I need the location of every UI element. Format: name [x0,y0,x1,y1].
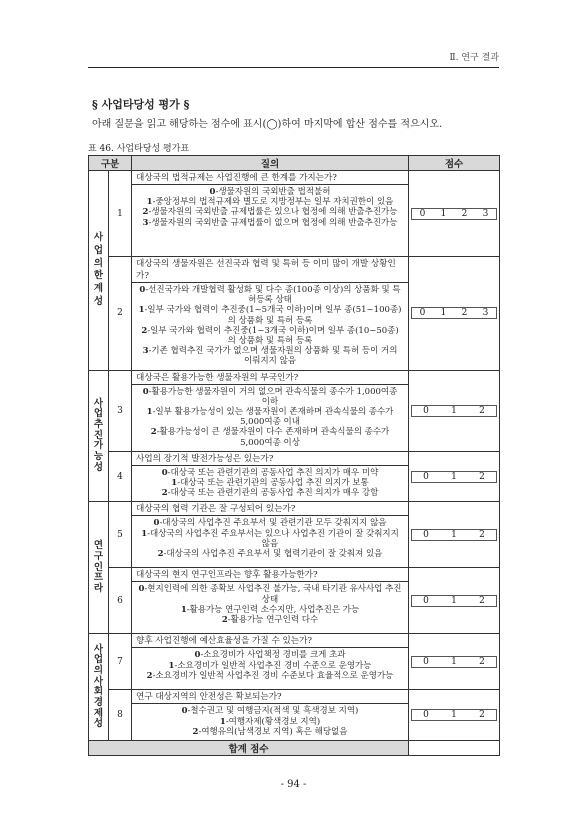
section-title: § 사업타당성 평가 § [92,98,190,111]
table-body [89,171,500,756]
category-char: 제 [93,707,104,719]
option-text: -여행유의(남색경보 지역) 혹은 해당없음 [198,726,348,737]
category-char: 사 [93,397,104,409]
option-item [138,661,402,671]
option-score: 3 [142,346,149,357]
option-score: 3 [142,217,149,228]
score-option-0[interactable]: 0 [423,656,429,667]
question-cell [132,502,409,568]
option-item [138,671,402,681]
question-text: 향후 사업진행에 예산효율성을 가질 수 있는가? [132,634,408,648]
option-score: 1 [141,528,148,539]
option-item [138,407,402,427]
question-cell [132,257,409,371]
option-item [138,727,402,737]
score-options [411,595,497,607]
item-number: 8 [109,690,132,741]
score-option-2[interactable]: 2 [479,595,485,606]
option-score: 2 [142,207,149,218]
option-item [138,717,402,727]
score-option-1[interactable]: 1 [451,529,457,540]
option-list [132,704,408,740]
option-item [138,605,402,615]
total-score-label: 합계 점수 [89,741,409,756]
option-item [138,518,402,528]
option-score: 0 [209,187,216,197]
option-score: 2 [150,427,157,438]
score-option-1[interactable]: 1 [451,656,457,667]
score-option-2[interactable]: 2 [461,208,468,219]
evaluation-table [88,155,500,756]
category-char: 계 [93,283,104,295]
option-item [138,615,402,625]
option-text: -대상국 또는 관련기관의 공동사업 추진 의지가 보통 [177,478,369,489]
option-item [138,207,402,217]
option-text: -대상국 또는 관련기관의 공동사업 추진 의지가 매우 미약 [167,467,379,478]
score-option-1[interactable]: 1 [440,208,447,219]
header-question: 질의 [132,156,409,171]
option-item [138,468,402,478]
option-item [138,187,402,197]
option-text: -생물자원의 국외반출 규제법률이 없으며 협정에 의해 반출추진가능 [148,217,398,228]
category-char: 사 [93,643,104,655]
table-row [89,370,500,451]
option-score: 1 [168,660,175,671]
option-score: 1 [171,478,178,489]
option-text: -중앙정부의 법적규제와 별도로 지방정부는 일부 자치권한이 있음 [152,197,394,208]
category-char: 경 [93,696,104,708]
table-row [89,690,500,741]
category-char: 진 [93,429,104,441]
option-score: 2 [157,549,164,560]
item-number: 7 [109,634,132,690]
score-option-1[interactable]: 1 [451,595,457,606]
header-category: 구분 [89,156,132,171]
item-number: 4 [109,451,132,502]
score-option-0[interactable]: 0 [419,308,426,319]
option-list [132,185,408,231]
item-number: 3 [109,370,132,451]
score-option-2[interactable]: 2 [479,710,485,721]
option-text: -대상국의 사업추진 주요부서 및 관련기관 모두 갖춰지지 않음 [159,518,387,529]
option-item [138,387,402,407]
question-text: 대상국은 활용가능한 생물자원의 부국인가? [132,371,408,385]
option-score: 2 [192,726,199,737]
option-item [138,650,402,660]
score-options [411,709,497,721]
item-number: 6 [109,568,132,634]
category-char: 업 [93,244,104,256]
option-text: -활용가능성이 큰 생물자원이 다수 존재하며 관속식물의 종수가 5,000여종 이상 [156,427,390,448]
option-score: 2 [221,615,228,626]
category-char: 업 [93,654,104,666]
option-score: 2 [141,325,148,336]
question-text: 대상국의 협력 기관은 잘 구성되어 있는가? [132,502,408,516]
option-text: -소요경비가 일반적 사업추진 경비 수준으로 운영가능 [174,660,372,671]
score-option-0[interactable]: 0 [419,208,426,219]
question-text: 대상국의 법적규제는 사업진행에 큰 한계를 가지는가? [132,171,408,185]
option-text: -생물자원의 국외반출 규제법률은 있으나 협정에 의해 반출추진가능 [148,207,398,218]
score-options [411,471,497,483]
table-row [89,257,500,371]
category-char: 한 [93,270,104,282]
category-char: 사 [93,675,104,687]
category-char: 성 [93,295,104,307]
option-score: 0 [142,386,149,397]
option-item [138,549,402,559]
option-item [138,427,402,447]
option-item [138,584,402,604]
category-char: 구 [93,551,104,563]
score-cell [409,451,500,502]
option-score: 2 [146,670,153,681]
option-text: -일부 국가와 협력이 추진중(1~3개국 이하)이며 일부 종(10~50종)의 상품화 및 특허 등록 [147,325,399,347]
score-options [411,405,497,417]
total-row [89,741,500,756]
option-text: -일부 활용가능성이 있는 생물자원이 존재하며 관속식물의 종수가 5,000여종 이내 [152,407,394,428]
option-text: -소요경비가 사업책정 경비를 크게 초과 [200,650,346,661]
question-text: 연구 대상지역의 안전성은 확보되는가? [132,690,408,704]
option-text: -생물자원의 국외반출 법적불허 [215,187,331,197]
score-options [411,307,497,319]
category-char: 가 [93,440,104,452]
option-list [132,582,408,628]
question-cell [132,451,409,502]
option-text: -선진국가와 개발협력 활성화 및 다수 종(100종 이상)의 상품화 및 특허등록 상태 [145,285,401,306]
question-text: 대상국의 생물자원은 선진국과 협력 및 특허 등 이미 많이 개발 상황인가? [132,257,408,283]
question-cell [132,690,409,741]
option-item [138,285,402,305]
score-option-2[interactable]: 2 [479,656,485,667]
score-cell [409,634,500,690]
score-option-1[interactable]: 1 [451,710,457,721]
score-options [411,208,497,220]
option-item [138,305,402,325]
option-text: -활용가능한 생물자원이 거의 없으며 관속식물의 종수가 1,000여종 이하 [148,386,398,407]
option-score: 1 [138,305,145,316]
score-cell [409,171,500,257]
score-option-2[interactable]: 2 [461,308,468,319]
score-cell [409,690,500,741]
option-text: -대상국의 사업추진 주요부서는 있으나 사업추진 기관이 잘 갖춰지지 않음 [147,528,399,549]
option-list [132,385,408,451]
category-label [89,634,109,741]
page-number: - 94 - [280,779,307,790]
option-item [138,706,402,716]
option-score: 0 [138,584,145,595]
score-cell [409,257,500,371]
option-text: -여행자제(황색경보 지역) [225,716,321,727]
score-option-0[interactable]: 0 [423,405,429,416]
question-cell [132,370,409,451]
category-char: 사 [93,231,104,243]
category-char: 업 [93,408,104,420]
table-row [89,171,500,257]
category-char: 회 [93,686,104,698]
category-char: 의 [93,257,104,269]
option-score: 1 [146,407,153,418]
category-char: 인 [93,561,104,573]
option-item [138,326,402,346]
score-option-3[interactable]: 3 [482,308,489,319]
category-char: 프 [93,572,104,584]
question-text: 대상국의 현지 연구인프라는 향후 활용가능한가? [132,568,408,582]
option-text: -대상국 또는 관련기관의 공동사업 추진 의지가 매우 강함 [167,488,379,499]
score-options [411,529,497,541]
score-option-1[interactable]: 1 [451,471,457,482]
score-cell [409,568,500,634]
header-rule [88,67,499,68]
table-row [89,502,500,568]
option-text: -대상국의 사업추진 주요부서 및 협력기관이 잘 갖춰져 있음 [163,549,383,560]
category-char: 라 [93,582,104,594]
category-char: 성 [93,461,104,473]
option-list [132,648,408,684]
score-option-1[interactable]: 1 [451,405,457,416]
score-option-2[interactable]: 2 [479,471,485,482]
running-title: Ⅱ. 연구 결과 [449,53,499,63]
question-text: 사업의 장기적 발전가능성은 있는가? [132,452,408,466]
score-cell [409,502,500,568]
option-list [132,466,408,502]
option-item [138,218,402,228]
option-score: 1 [180,604,187,615]
option-item [138,529,402,549]
item-number: 2 [109,257,132,371]
item-number: 1 [109,171,132,257]
option-score: 2 [161,488,168,499]
option-list [132,516,408,562]
option-list [132,283,408,370]
option-score: 0 [194,650,201,661]
score-options [411,656,497,668]
instruction-text: 아래 질문을 읽고 해당하는 점수에 표시(◯)하여 마지막에 합산 점수를 적으시오. [92,119,443,130]
score-option-3[interactable]: 3 [482,208,489,219]
question-cell [132,568,409,634]
table-row [89,634,500,690]
score-option-0[interactable]: 0 [423,595,429,606]
option-text: -활용가능 연구인력 소수지만, 사업추진은 가능 [186,604,360,615]
category-char: 성 [93,718,104,730]
option-score: 1 [219,716,226,727]
score-cell [409,370,500,451]
table-row [89,451,500,502]
option-score: 0 [139,285,146,295]
header-score: 점수 [409,156,500,171]
category-char: 추 [93,419,104,431]
option-text: -현지인력에 의한 종확보 사업추진 불가능, 국내 타기관 유사사업 추진상태 [144,584,402,605]
option-item [138,488,402,498]
total-score-input[interactable] [409,741,500,756]
score-option-0[interactable]: 0 [423,529,429,540]
item-number: 5 [109,502,132,568]
option-text: -활용가능 연구인력 다수 [227,615,319,626]
category-char: 의 [93,665,104,676]
option-score: 0 [161,467,168,478]
category-label [89,370,109,502]
table-caption: 표 46. 사업타당성 평가표 [88,144,190,154]
score-option-0[interactable]: 0 [423,710,429,721]
score-option-2[interactable]: 2 [479,405,485,416]
option-score: 0 [153,518,160,529]
option-text: -소요경비가 일반적 사업추진 경비 수준보다 효율적으로 운영가능 [152,670,394,681]
question-cell [132,171,409,257]
option-item [138,478,402,488]
table-row [89,568,500,634]
category-char: 능 [93,450,104,462]
option-text: -철수권고 및 여행금지(적색 및 흑색경보 지역) [187,706,359,717]
category-label [89,171,109,371]
category-label [89,502,109,634]
option-score: 0 [181,706,188,717]
option-item [138,197,402,207]
category-char: 연 [93,540,104,552]
score-option-1[interactable]: 1 [440,308,447,319]
score-option-2[interactable]: 2 [479,529,485,540]
question-cell [132,634,409,690]
option-item [138,346,402,366]
option-text: -일부 국가와 협력이 추진중(1~5개국 이하)이며 일부 종(51~100종)의 상품화 및 특허 등록 [144,305,402,326]
option-text: -기존 협력추진 국가가 없으며 생물자원의 상품화 및 특허 등이 거의 이뤄지지 않음 [148,346,398,367]
score-option-0[interactable]: 0 [423,471,429,482]
option-score: 1 [146,197,153,208]
